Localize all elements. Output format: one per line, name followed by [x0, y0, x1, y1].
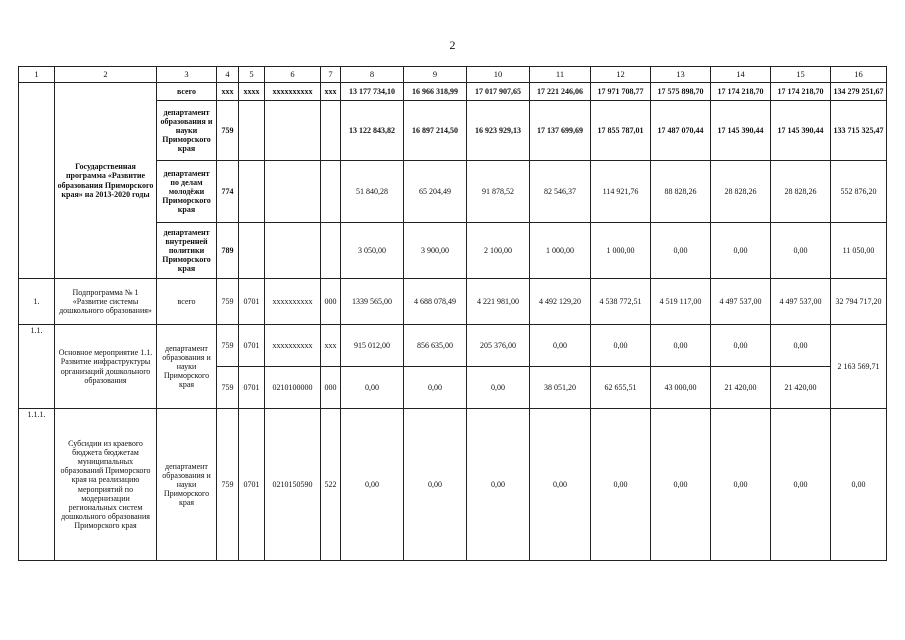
- value-cell: 43 000,00: [651, 367, 711, 409]
- value-cell: 856 635,00: [404, 325, 467, 367]
- value-cell: 1 000,00: [591, 223, 651, 279]
- code-cell: xxxxxxxxxx: [265, 83, 321, 101]
- value-cell: 13 122 843,82: [341, 101, 404, 161]
- code-cell: [321, 161, 341, 223]
- item-number: 1.: [19, 279, 55, 325]
- code-cell: [265, 223, 321, 279]
- code-cell: [239, 223, 265, 279]
- value-cell: 0,00: [711, 409, 771, 561]
- code-cell: 759: [217, 367, 239, 409]
- value-cell: 4 497 537,00: [771, 279, 831, 325]
- code-cell: [239, 161, 265, 223]
- program-num-cell: [19, 83, 55, 279]
- value-cell: 17 971 708,77: [591, 83, 651, 101]
- code-cell: 774: [217, 161, 239, 223]
- code-cell: 759: [217, 325, 239, 367]
- code-cell: 759: [217, 279, 239, 325]
- code-cell: 789: [217, 223, 239, 279]
- value-cell: 1339 565,00: [341, 279, 404, 325]
- column-number: 6: [265, 67, 321, 83]
- value-cell: 82 546,37: [530, 161, 591, 223]
- value-cell: 114 921,76: [591, 161, 651, 223]
- executor-cell: департамент внутренней политики Приморского края: [157, 223, 217, 279]
- value-cell: 0,00: [651, 409, 711, 561]
- column-number: 14: [711, 67, 771, 83]
- value-cell: 0,00: [771, 325, 831, 367]
- code-cell: [265, 101, 321, 161]
- value-cell: 17 137 699,69: [530, 101, 591, 161]
- item-name: Субсидии из краевого бюджета бюджетам муниципальных образований Приморского края на реализацию мероприятий по модернизации региональных систем дошкольного образования Приморского края: [55, 409, 157, 561]
- value-cell: 38 051,20: [530, 367, 591, 409]
- subsidy-row: [19, 409, 887, 561]
- event-row: [19, 325, 887, 367]
- value-cell: 0,00: [530, 325, 591, 367]
- column-number: 5: [239, 67, 265, 83]
- value-cell: 65 204,49: [404, 161, 467, 223]
- column-number: 4: [217, 67, 239, 83]
- value-cell: 0,00: [771, 409, 831, 561]
- value-cell: 17 017 907,65: [467, 83, 530, 101]
- value-cell: 0,00: [651, 223, 711, 279]
- value-cell: 13 177 734,10: [341, 83, 404, 101]
- column-number: 2: [55, 67, 157, 83]
- value-cell: 0,00: [467, 409, 530, 561]
- value-cell: 4 497 537,00: [711, 279, 771, 325]
- code-cell: 0701: [239, 325, 265, 367]
- value-cell: 2 100,00: [467, 223, 530, 279]
- code-cell: xxx: [321, 83, 341, 101]
- value-cell: 17 855 787,01: [591, 101, 651, 161]
- code-cell: 0701: [239, 409, 265, 561]
- value-cell: 4 688 078,49: [404, 279, 467, 325]
- program-name: Государственная программа «Развитие образования Приморского края» на 2013-2020 годы: [55, 83, 157, 279]
- event-total-cell: 2 163 569,71: [831, 325, 887, 409]
- value-cell: 51 840,28: [341, 161, 404, 223]
- value-cell: 32 794 717,20: [831, 279, 887, 325]
- value-cell: 3 900,00: [404, 223, 467, 279]
- value-cell: 17 487 070,44: [651, 101, 711, 161]
- value-cell: 17 174 218,70: [771, 83, 831, 101]
- value-cell: 0,00: [771, 223, 831, 279]
- column-number-row: [19, 67, 887, 83]
- value-cell: 4 538 772,51: [591, 279, 651, 325]
- executor-cell: всего: [157, 279, 217, 325]
- code-cell: 759: [217, 409, 239, 561]
- item-number: 1.1.: [19, 325, 55, 409]
- value-cell: 552 876,20: [831, 161, 887, 223]
- code-cell: xxxx: [239, 83, 265, 101]
- value-cell: 1 000,00: [530, 223, 591, 279]
- value-cell: 915 012,00: [341, 325, 404, 367]
- column-number: 13: [651, 67, 711, 83]
- item-name: Подпрограмма № 1 «Развитие системы дошкольного образования»: [55, 279, 157, 325]
- value-cell: 0,00: [341, 367, 404, 409]
- value-cell: 4 519 117,00: [651, 279, 711, 325]
- code-cell: xxxxxxxxxx: [265, 325, 321, 367]
- value-cell: 0,00: [831, 409, 887, 561]
- subprogram-row: [19, 279, 887, 325]
- column-number: 3: [157, 67, 217, 83]
- executor-cell: департамент образования и науки Приморского края: [157, 325, 217, 409]
- budget-table: [18, 66, 887, 561]
- item-name: Основное мероприятие 1.1. Развитие инфраструктуры организаций дошкольного образования: [55, 325, 157, 409]
- value-cell: 28 828,26: [711, 161, 771, 223]
- code-cell: 759: [217, 101, 239, 161]
- code-cell: 522: [321, 409, 341, 561]
- column-number: 8: [341, 67, 404, 83]
- value-cell: 21 420,00: [711, 367, 771, 409]
- value-cell: 88 828,26: [651, 161, 711, 223]
- value-cell: 4 221 981,00: [467, 279, 530, 325]
- value-cell: 205 376,00: [467, 325, 530, 367]
- item-number: 1.1.1.: [19, 409, 55, 561]
- code-cell: [321, 223, 341, 279]
- value-cell: 0,00: [530, 409, 591, 561]
- value-cell: 11 050,00: [831, 223, 887, 279]
- value-cell: 16 923 929,13: [467, 101, 530, 161]
- code-cell: 0701: [239, 367, 265, 409]
- value-cell: 17 221 246,06: [530, 83, 591, 101]
- value-cell: 17 145 390,44: [771, 101, 831, 161]
- executor-cell: департамент по делам молодёжи Приморского края: [157, 161, 217, 223]
- code-cell: [239, 101, 265, 161]
- column-number: 7: [321, 67, 341, 83]
- code-cell: 0701: [239, 279, 265, 325]
- code-cell: xxxxxxxxxx: [265, 279, 321, 325]
- page-number: 2: [449, 38, 456, 52]
- column-number: 16: [831, 67, 887, 83]
- value-cell: 91 878,52: [467, 161, 530, 223]
- value-cell: 0,00: [711, 223, 771, 279]
- value-cell: 133 715 325,47: [831, 101, 887, 161]
- column-number: 10: [467, 67, 530, 83]
- column-number: 12: [591, 67, 651, 83]
- value-cell: 4 492 129,20: [530, 279, 591, 325]
- code-cell: 0210150590: [265, 409, 321, 561]
- executor-cell: всего: [157, 83, 217, 101]
- code-cell: 0210100000: [265, 367, 321, 409]
- value-cell: 3 050,00: [341, 223, 404, 279]
- code-cell: [321, 101, 341, 161]
- value-cell: 0,00: [711, 325, 771, 367]
- value-cell: 16 897 214,50: [404, 101, 467, 161]
- code-cell: 000: [321, 279, 341, 325]
- executor-cell: департамент образования и науки Приморского края: [157, 409, 217, 561]
- value-cell: 0,00: [404, 409, 467, 561]
- value-cell: 134 279 251,67: [831, 83, 887, 101]
- value-cell: 17 145 390,44: [711, 101, 771, 161]
- value-cell: 28 828,26: [771, 161, 831, 223]
- code-cell: xxx: [217, 83, 239, 101]
- value-cell: 0,00: [591, 325, 651, 367]
- code-cell: [265, 161, 321, 223]
- code-cell: 000: [321, 367, 341, 409]
- program-row-total: [19, 83, 887, 101]
- executor-cell: департамент образования и науки Приморского края: [157, 101, 217, 161]
- value-cell: 21 420,00: [771, 367, 831, 409]
- column-number: 11: [530, 67, 591, 83]
- value-cell: 17 575 898,70: [651, 83, 711, 101]
- code-cell: xxx: [321, 325, 341, 367]
- column-number: 9: [404, 67, 467, 83]
- value-cell: 17 174 218,70: [711, 83, 771, 101]
- column-number: 15: [771, 67, 831, 83]
- value-cell: 0,00: [591, 409, 651, 561]
- value-cell: 16 966 318,99: [404, 83, 467, 101]
- value-cell: 62 655,51: [591, 367, 651, 409]
- value-cell: 0,00: [404, 367, 467, 409]
- value-cell: 0,00: [651, 325, 711, 367]
- value-cell: 0,00: [341, 409, 404, 561]
- value-cell: 0,00: [467, 367, 530, 409]
- column-number: 1: [19, 67, 55, 83]
